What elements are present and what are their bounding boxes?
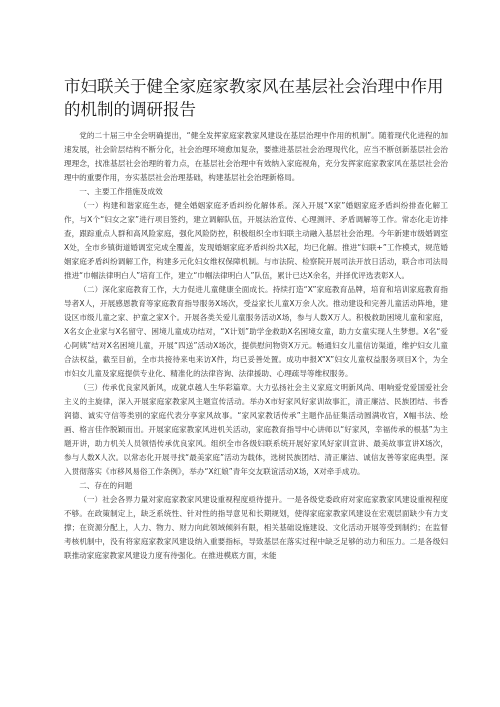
measures-paragraph-1: （一）构建和谐家庭生态，健全婚姻家庭矛盾纠纷化解体系。深入开展“X家”婚姻家庭矛盾纠纷排查化解工作，与X个“妇女之家”进行项目签约，建立调解队伍，开展法治宣传、心理测评、矛盾调解等工作。常态化走访排查，跟踪重点人群和高风险家庭，强化风险防控，积极组织全市妇联主动融入基层社会治理。今年新建市级婚调室X处，全市乡镇街道婚调室完成全覆盖，发现婚姻家庭矛盾纠纷共X起，均已化解。推进“妇联+”工作模式，规范婚姻家庭矛盾纠纷调解工作，构建多元化妇女维权保障机制。与市法院、检察院开展司法开放日活动，联合市司法局推进“巾帼法律明白人”培育工作，建立“巾帼法律明白人”队伍，累计已达X余名，并择优评选表彰X人。 [64, 201, 448, 280]
measures-paragraph-2: （二）深化家庭教育工作，大力促进儿童健康全面成长。持续打造“X”家庭教育品牌，培育和培训家庭教育指导者X人，开展感恩教育等家庭教育指导服务X场次，受益家长儿童X万余人次。推动建设和完善儿童活动阵地，建设区市级儿童之家、护童之家X个。开展各类关爱儿童服务活动X场，参与人数X万人。积极救助困境儿童和家庭，X名女企业家与X名留守、困境儿童成功结对，“X计划”助学金救助X名困境女童，助力女童实现人生梦想。X名“爱心阿姨”结对X名困境儿童，开展“四送”活动X场次，提供慰问物资X万元。畅通妇女儿童信访渠道，维护妇女儿童合法权益，截至目前，全市共接待来电来访X件，均已妥善处置。成功申报X“X”妇女儿童权益服务项目X个，为全市妇女儿童及家庭提供专业化、精准化的法律咨询、法律援助、心理疏导等维权服务。 [64, 285, 448, 378]
problems-paragraph-1: （一）社会各界力量对家庭家教家风建设重视程度亟待提升。一是各级党委政府对家庭家教家风建设重视程度不够。在政策制定上，缺乏系统性、针对性的指导意见和长期规划，使得家庭家教家风建设在宏观层面缺少有力支撑；在资源分配上，人力、物力、财力向此领域倾斜有限，相关基础设施建设、文化活动开展等受到制约；在监督考核机制中，没有将家庭家教家风建设纳入重要指标，导致基层在落实过程中缺乏足够的动力和压力。二是各级妇联推动家庭家教家风建设力度有待强化。在推进模底方面，未能 [64, 495, 448, 560]
measures-paragraph-3: （三）传承优良家风新风，成就卓越人生华彩篇章。大力弘扬社会主义家庭文明新风尚、唱响爱党爱国爱社会主义的主旋律，深入开展家庭家教家风主题宣传活动。举办X市好家风好家训故事汇，清正廉洁、民族团结、书香润德、诚实守信等类别的家庭代表分享家风故事。“家风家教话传承”主题作品征集活动圆满收官，X幅书法、绘画、格言佳作脱颖而出。开展家庭家教家风进机关活动，家庭教育指导中心讲师以“好家风，幸福传承的根基”为主题开讲，助力机关人员领悟传承优良家风。组织全市各级妇联系统开展好家风好家训宣讲、最美故事宣讲X场次，参与人数X人次。以常态化开展寻找“最美家庭”活动为载体，选树民族团结、清正廉洁、诚信友善等家庭典型。深入贯彻落实《市移风易俗工作条例》，举办“X红娘”青年交友联谊活动X场，X对牵手成功。 [64, 383, 448, 476]
report-body [64, 129, 448, 563]
report-title: 市妇联关于健全家庭家教家风在基层社会治理中作用的机制的调研报告 [64, 77, 444, 119]
intro-paragraph: 党的二十届三中全会明确提出，“健全发挥家庭家教家风建设在基层治理中作用的机制”。随着现代化进程的加速发展，社会阶层结构不断分化，社会治理环境愈加复杂，要推进基层社会治理现代化，应当不断创新基层社会治理理念，找准基层社会治理的着力点，在基层社会治理中有效纳入家庭视角，充分发挥家庭家教家风在基层社会治理中的重要作用，夯实基层社会治理基础，构建基层社会治理新格局。 [64, 131, 448, 182]
section-heading-measures: 一、主要工作措施及成效 [79, 187, 163, 196]
section-heading-problems: 二、存在的问题 [79, 481, 133, 490]
